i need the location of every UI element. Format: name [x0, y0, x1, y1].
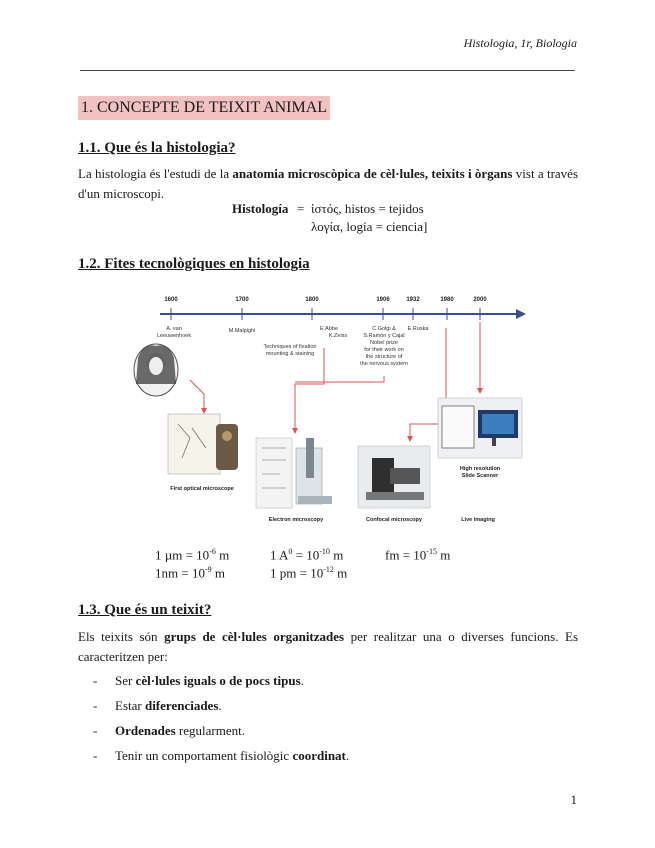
leeuwenhoek-portrait: [134, 344, 178, 396]
histology-timeline-figure: [120, 288, 540, 528]
unit-text: = 10: [292, 547, 320, 563]
etymology-label: [232, 201, 288, 217]
section-title-1-1: 1.1. Que és la histologia?: [78, 140, 236, 156]
etymology-word: Histología: [232, 201, 289, 216]
definition-text-end: vist a través d'un microscopi.: [78, 166, 579, 201]
unit-symbol: m: [436, 547, 451, 563]
timeline-arrows: [190, 322, 480, 436]
item-text-end: .: [218, 698, 222, 713]
histology-definition: [78, 164, 578, 204]
caption-slide-1: High resolution: [459, 466, 501, 472]
item-text-end: .: [300, 673, 304, 688]
etymology-line-1: ἱστός, histos = tejidos: [311, 201, 424, 216]
caption-live: Live imaging: [461, 517, 495, 523]
unit-superscript: 0: [288, 547, 293, 556]
label-golgi-3: Nobel prize: [370, 340, 398, 346]
bullet-dash: -: [93, 698, 98, 713]
electron-microscope-image: [256, 438, 332, 508]
caption-optical: First optical microscope: [170, 486, 234, 492]
unit-exponent: -10: [319, 547, 330, 556]
label-zeiss: K.Zeiss: [328, 333, 348, 339]
year-1800: 1800: [305, 297, 319, 303]
unit-exponent: -12: [323, 565, 334, 574]
label-golgi-5: the structure of: [365, 354, 403, 360]
page-number: 1: [570, 792, 577, 807]
label-ruska: E.Ruska: [407, 326, 429, 332]
item-text: Ser: [115, 673, 136, 688]
section-title-1: 1. CONCEPTE DE TEIXIT ANIMAL: [78, 96, 330, 120]
definition-text: La histologia és l'estudi de la: [78, 166, 233, 181]
definition-text-end: per realitzar una o diverses funcions. Es caracteritzen per:: [78, 629, 579, 664]
unit-text: 1 µm = 10: [155, 547, 210, 563]
bullet-dash: -: [93, 673, 98, 688]
label-leeuwenhoek-1: A. van: [166, 326, 182, 332]
item-text: Tenir un comportament fisiològic: [115, 748, 293, 763]
unit-symbol: m: [211, 565, 225, 581]
running-header: Histologia, 1r, Biologia: [463, 36, 577, 50]
label-golgi-4: for their work on: [364, 347, 404, 353]
slide-scanner-image: [438, 398, 522, 458]
confocal-microscope-image: [358, 446, 430, 508]
year-1906: 1906: [376, 297, 390, 303]
unit-text: 1nm = 10: [155, 565, 205, 581]
label-golgi-2: S.Ramón y Cajal: [363, 333, 405, 339]
year-1980: 1980: [440, 297, 454, 303]
unit-text: fm = 10: [385, 547, 427, 563]
unit-micrometer: [155, 547, 229, 563]
etymology-line-2: λογία, logía = ciencia]: [311, 219, 428, 234]
etymology-equals: =: [297, 201, 305, 216]
unit-exponent: -15: [426, 547, 437, 556]
list-item: [93, 723, 245, 739]
label-golgi-1: C.Golgi &: [372, 326, 396, 332]
unit-text: 1 A: [270, 547, 289, 563]
item-bold: diferenciades: [144, 698, 219, 713]
item-text-end: .: [345, 748, 350, 763]
unit-nanometer: [155, 565, 225, 581]
unit-femtometer: [385, 547, 450, 563]
tissue-definition: [78, 627, 578, 667]
section-title-1-3: 1.3. Que és un teixit?: [78, 602, 212, 618]
item-bold: Ordenades: [115, 723, 176, 738]
item-text-end: regularment.: [175, 723, 245, 738]
definition-text: Els teixits són: [78, 629, 165, 644]
list-item: [93, 698, 222, 714]
label-technique-2: mounting & staining: [265, 351, 315, 357]
label-malpighi: M.Malpighi: [228, 328, 256, 334]
caption-electron: Electron microscopy: [268, 517, 324, 523]
unit-angstrom: [270, 547, 343, 563]
label-leeuwenhoek-2: Leeuwenhoek: [156, 333, 192, 339]
unit-symbol: m: [215, 547, 230, 563]
optical-microscope-image: [168, 414, 238, 474]
timeline-arrowhead: [516, 309, 526, 319]
label-abbe: E.Abbe: [319, 326, 339, 332]
section-title-1-2: 1.2. Fites tecnològiques en histologia: [78, 256, 310, 272]
list-item: [93, 673, 304, 689]
list-item: [93, 748, 350, 764]
item-bold: coordinat: [292, 748, 346, 763]
definition-bold: anatomia microscòpica de cèl·lules, teixits i òrgans: [232, 166, 513, 181]
definition-bold: grups de cèl·lules organitzades: [164, 629, 345, 644]
bullet-dash: -: [93, 748, 98, 763]
bullet-dash: -: [93, 723, 98, 738]
unit-picometer: [270, 565, 347, 581]
unit-symbol: m: [333, 565, 348, 581]
item-bold: cèl·lules iguals o de pocs tipus: [135, 673, 301, 688]
caption-confocal: Confocal microscopy: [366, 517, 422, 523]
label-golgi-6: the nervous system: [360, 361, 408, 367]
unit-symbol: m: [329, 547, 344, 563]
unit-exponent: -6: [209, 547, 216, 556]
unit-exponent: -9: [204, 565, 212, 574]
caption-slide-2: Slide Scanner: [461, 473, 499, 479]
item-text: Estar: [115, 698, 145, 713]
label-technique-1: Techniques of fixation: [263, 344, 317, 350]
header-rule: [80, 70, 575, 71]
year-2000: 2000: [473, 297, 487, 303]
unit-text: 1 pm = 10: [270, 565, 324, 581]
year-1700: 1700: [235, 297, 249, 303]
year-1932: 1932: [406, 297, 420, 303]
year-1600: 1600: [164, 297, 178, 303]
